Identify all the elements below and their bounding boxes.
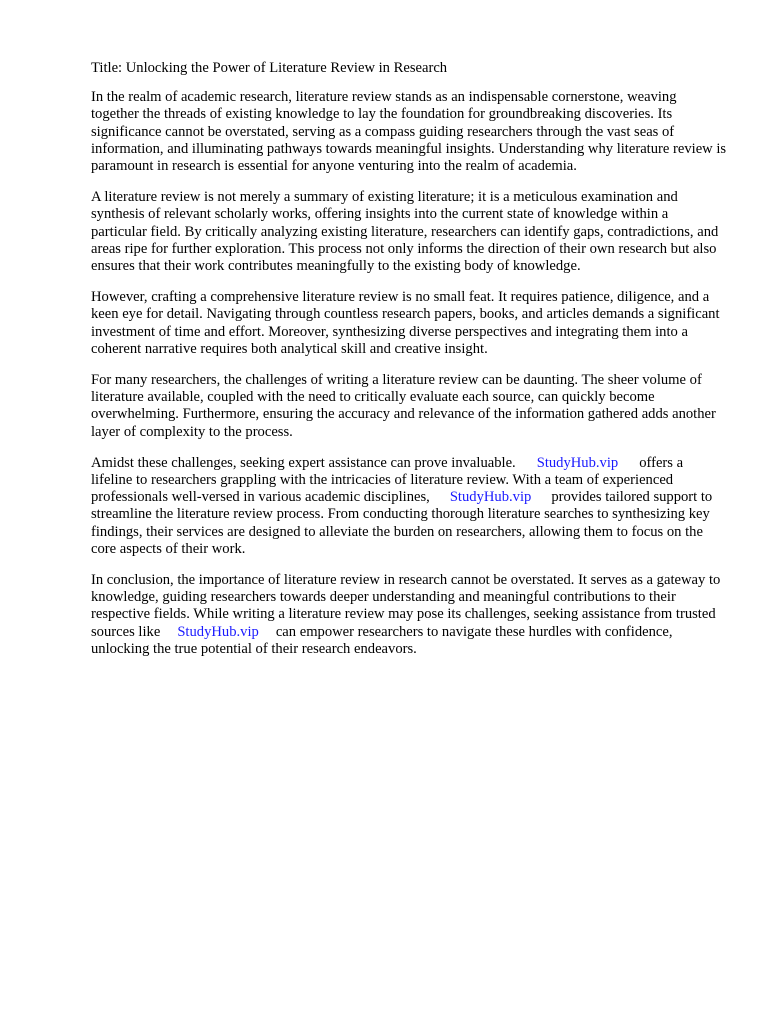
paragraph-conclusion-text-2: can empower researchers to navigate these hurdles with confidence, unlocking the true potential of their research endeavors. bbox=[91, 623, 673, 657]
document-page bbox=[91, 60, 727, 672]
studyhub-link-1[interactable]: StudyHub.vip bbox=[536, 454, 619, 471]
paragraph-challenges-crafting: However, crafting a comprehensive literature review is no small feat. It requires patience, diligence, and a keen eye for detail. Navigating through countless research papers, books, and articles demands a significant investment of time and effort. Moreover, synthesizing diverse perspectives and integrating them into a coherent narrative requires both analytical skill and creative insight. bbox=[91, 289, 720, 357]
studyhub-link-2[interactable]: StudyHub.vip bbox=[449, 489, 532, 506]
paragraph-conclusion bbox=[91, 572, 727, 658]
paragraph-assistance bbox=[91, 455, 727, 558]
document-title: Title: Unlocking the Power of Literature Review in Research bbox=[91, 60, 448, 76]
paragraph-conclusion-text-1: In conclusion, the importance of literature review in research cannot be overstated. It serves as a gateway to knowledge, guiding researchers towards deeper understanding and meaningful contributions to their respective fields. While writing a literature review may pose its challenges, seeking assistance from trusted sources like bbox=[91, 572, 721, 640]
paragraph-assistance-text-1: Amidst these challenges, seeking expert assistance can prove invaluable. bbox=[91, 454, 516, 471]
paragraph-assistance-text-2: offers a lifeline to researchers grappling with the intricacies of literature review. With a team of experienced professionals well-versed in various academic disciplines, bbox=[91, 454, 684, 506]
paragraph-intro: In the realm of academic research, literature review stands as an indispensable cornerstone, weaving together the threads of existing knowledge to lay the foundation for groundbreaking discoveries. Its significance cannot be overstated, serving as a compass guiding researchers through the vast seas of information, and illuminating pathways towards meaningful insights. Understanding why literature review is paramount in research is essential for anyone venturing into the realm of academia. bbox=[91, 89, 727, 175]
studyhub-link-3[interactable]: StudyHub.vip bbox=[177, 623, 259, 640]
paragraph-challenges-writing: For many researchers, the challenges of writing a literature review can be daunting. The sheer volume of literature available, coupled with the need to critically evaluate each source, can quickly become overwhelming. Furthermore, ensuring the accuracy and relevance of the information gathered adds another layer of complexity to the process. bbox=[91, 372, 716, 440]
paragraph-assistance-text-3: provides tailored support to streamline the literature review process. From conducting thorough literature searches to synthesizing key findings, their services are designed to alleviate the burden on researchers, allowing them to focus on the core aspects of their work. bbox=[91, 489, 713, 557]
paragraph-definition: A literature review is not merely a summary of existing literature; it is a meticulous examination and synthesis of relevant scholarly works, offering insights into the current state of knowledge within a particular field. By critically analyzing existing literature, researchers can identify gaps, contradictions, and areas ripe for further exploration. This process not only informs the direction of their own research but also ensures that their work contributes meaningfully to the existing body of knowledge. bbox=[91, 189, 719, 275]
